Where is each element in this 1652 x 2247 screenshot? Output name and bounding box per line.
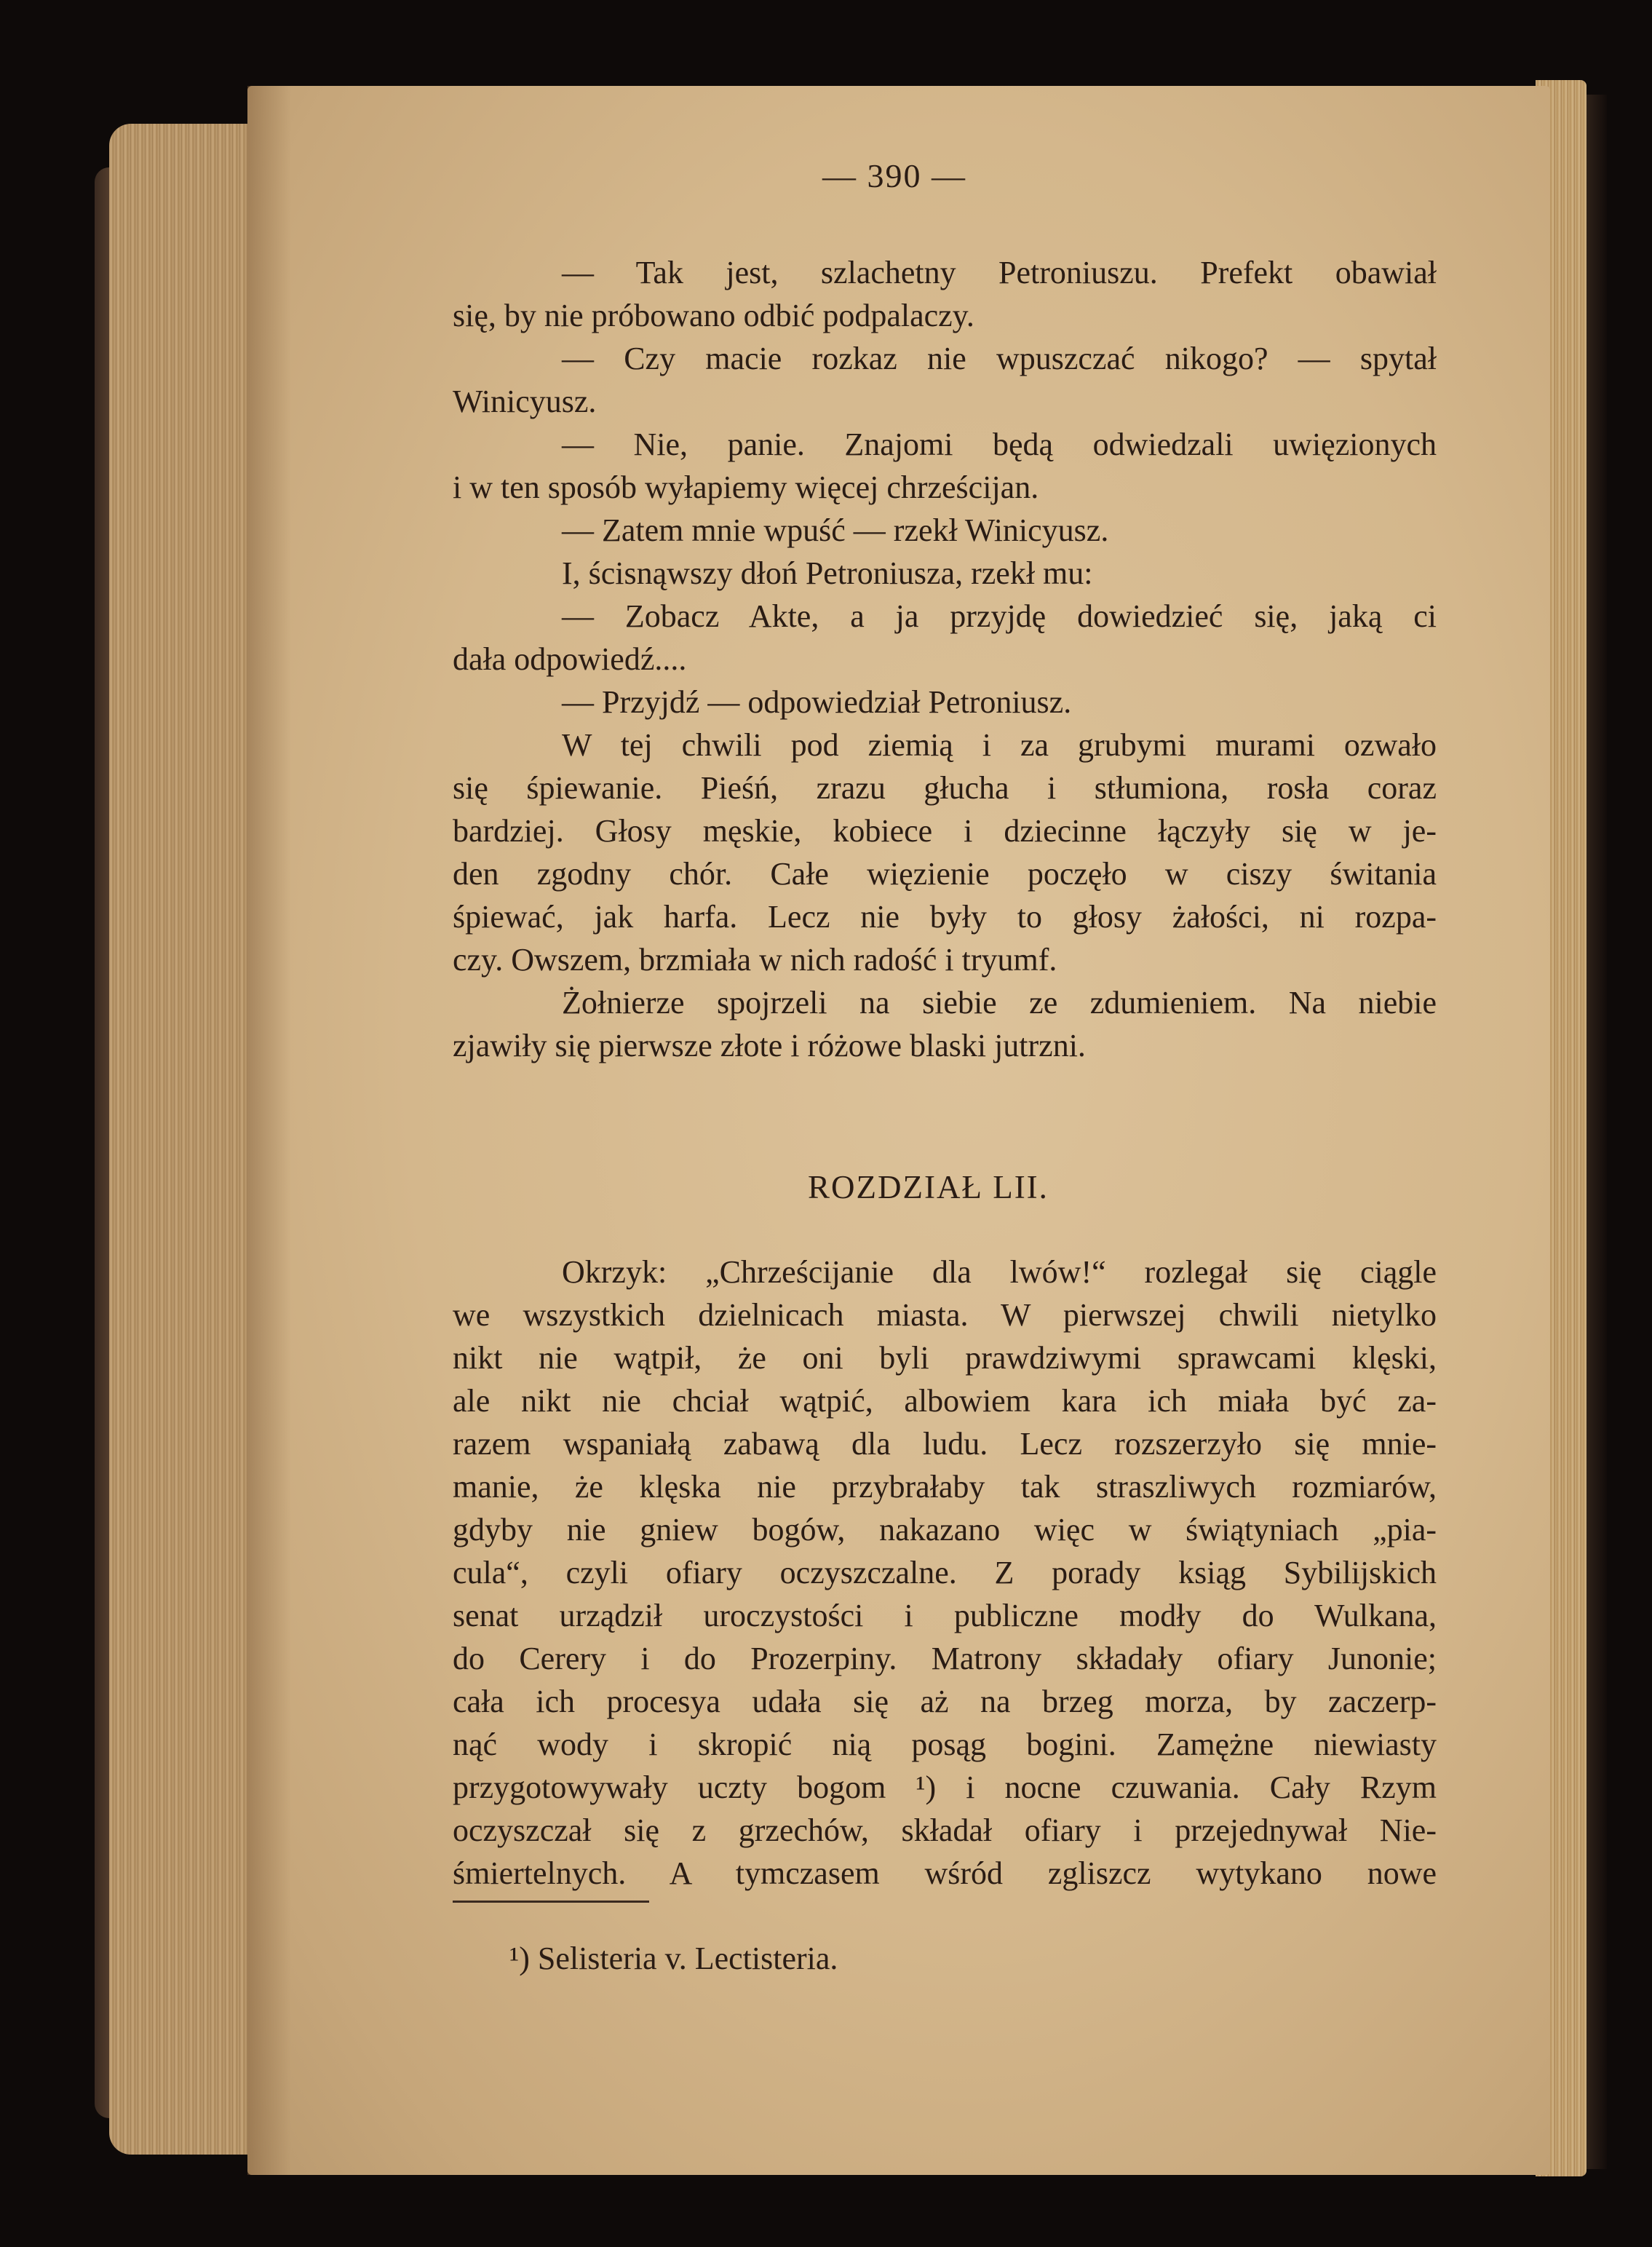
text-line: cula“, czyli ofiary oczyszczalne. Z porady ksiąg Sybilijskich bbox=[453, 1555, 1437, 1590]
text-line: zjawiły się pierwsze złote i różowe blaski jutrzni. bbox=[453, 1028, 1086, 1063]
text-line: nąć wody i skropić nią posąg bogini. Zamężne niewiasty bbox=[453, 1727, 1437, 1762]
text-line: ale nikt nie chciał wątpić, albowiem kara ich miała być za- bbox=[453, 1383, 1437, 1419]
text-line: senat urządził uroczystości i publiczne modły do Wulkana, bbox=[453, 1598, 1437, 1633]
text-line: W tej chwili pod ziemią i za grubymi murami ozwało bbox=[562, 727, 1437, 763]
chapter-heading: ROZDZIAŁ LII. bbox=[808, 1169, 1049, 1205]
text-line: Winicyusz. bbox=[453, 384, 597, 419]
footnote-divider bbox=[453, 1901, 649, 1903]
text-line: się, by nie próbowano odbić podpalaczy. bbox=[453, 298, 974, 333]
text-line: się śpiewanie. Pieśń, zrazu głucha i stłumiona, rosła coraz bbox=[453, 770, 1437, 806]
text-line: razem wspaniałą zabawą dla ludu. Lecz rozszerzyło się mnie- bbox=[453, 1426, 1437, 1462]
text-line: bardziej. Głosy męskie, kobiece i dziecinne łączyły się w je- bbox=[453, 813, 1437, 849]
top-section bbox=[453, 251, 1437, 1067]
text-line: nikt nie wątpił, że oni byli prawdziwymi sprawcami klęski, bbox=[453, 1340, 1437, 1376]
text-line: czy. Owszem, brzmiała w nich radość i tryumf. bbox=[453, 942, 1057, 978]
spine-shadow bbox=[247, 86, 291, 2175]
footnote: ¹) Selisteria v. Lectisteria. bbox=[509, 1941, 838, 1976]
text-line: we wszystkich dzielnicach miasta. W pierwszej chwili nietylko bbox=[453, 1297, 1437, 1333]
text-line: — Tak jest, szlachetny Petroniuszu. Prefekt obawiał bbox=[562, 255, 1437, 290]
text-line: gdyby nie gniew bogów, nakazano więc w świątyniach „pia- bbox=[453, 1512, 1437, 1547]
text-line: Okrzyk: „Chrześcijanie dla lwów!“ rozlegał się ciągle bbox=[562, 1254, 1437, 1290]
text-line: i w ten sposób wyłapiemy więcej chrześcijan. bbox=[453, 469, 1039, 505]
text-line: — Czy macie rozkaz nie wpuszczać nikogo? — spytał bbox=[562, 341, 1437, 376]
text-line: manie, że klęska nie przybrałaby tak straszliwych rozmiarów, bbox=[453, 1469, 1437, 1505]
page-number: — 390 — bbox=[822, 157, 966, 194]
text-line: cała ich procesya udała się aż na brzeg morza, by zaczerp- bbox=[453, 1684, 1437, 1719]
text-line: dała odpowiedź.... bbox=[453, 641, 687, 677]
text-line: den zgodny chór. Całe więzienie poczęło w ciszy świtania bbox=[453, 856, 1437, 892]
text-line: Żołnierze spojrzeli na siebie ze zdumieniem. Na niebie bbox=[562, 985, 1437, 1021]
text-line: do Cerery i do Prozerpiny. Matrony składały ofiary Junonie; bbox=[453, 1641, 1437, 1676]
text-line: — Przyjdź — odpowiedział Petroniusz. bbox=[562, 684, 1072, 720]
text-line: — Zatem mnie wpuść — rzekł Winicyusz. bbox=[562, 512, 1109, 548]
text-line: śmiertelnych. A tymczasem wśród zgliszcz wytykano nowe bbox=[453, 1855, 1437, 1891]
chapter-section bbox=[453, 1251, 1437, 1895]
text-line: I, ścisnąwszy dłoń Petroniusza, rzekł mu: bbox=[562, 555, 1093, 591]
text-line: przygotowywały uczty bogom ¹) i nocne czuwania. Cały Rzym bbox=[453, 1770, 1437, 1805]
text-line: — Nie, panie. Znajomi będą odwiedzali uwięzionych bbox=[562, 427, 1437, 462]
book-page-edges-left bbox=[109, 124, 262, 2155]
text-line: śpiewać, jak harfa. Lecz nie były to głosy żałości, ni rozpa- bbox=[453, 899, 1437, 935]
text-line: — Zobacz Akte, a ja przyjdę dowiedzieć się, jaką ci bbox=[562, 598, 1437, 634]
text-line: oczyszczał się z grzechów, składał ofiary i przejednywał Nie- bbox=[453, 1812, 1437, 1848]
